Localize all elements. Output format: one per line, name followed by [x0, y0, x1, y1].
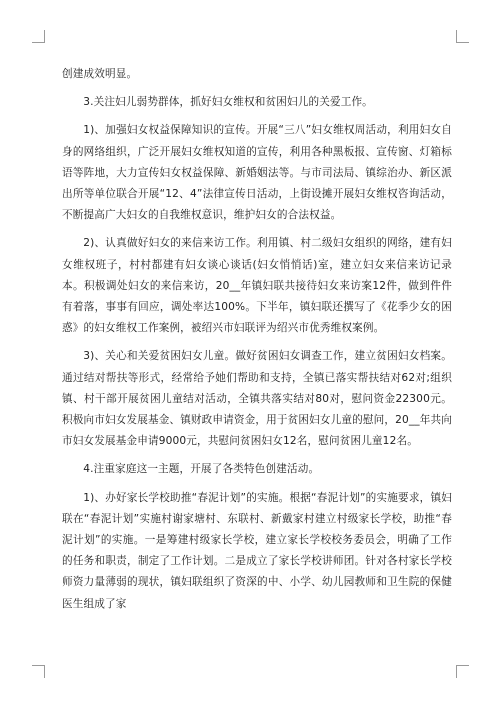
document-body — [62, 64, 452, 615]
section-heading-women-children: 3.关注妇儿弱势群体，抓好妇女维权和贫困妇儿的关爱工作。 — [83, 96, 373, 109]
crop-mark-bottom-left — [32, 665, 45, 678]
crop-mark-top-left — [32, 30, 45, 43]
paragraph-parent-school: 1)、办好家长学校助推“春泥计划”的实施。根据“春泥计划”的实施要求，镇妇联在“春泥计划”实施村谢家塘村、东联村、新戴家村建立村级家长学校，助推“春泥计划”的实施。一是筹建村级家长学校，建立家长学校校务委员会，明确了工作的任务和职责，制定了工作计划。二是成立了家长学校讲师团。针对各村家长学校师资力量薄弱的现状，镇妇联组织了资深的中、小学、幼儿园教师和卫生院的保健医生组成了家 — [62, 491, 452, 610]
paragraph-letters-visits: 2)、认真做好妇女的来信来访工作。利用镇、村二级妇女组织的网络，建有妇女维权班子，村村都建有妇女谈心谈话(妇女悄悄话)室，建立妇女来信来访记录本。积极调处妇女的来信来访，20__年镇妇联共接待妇女来访案12件，做到件件有着落，事事有回应，调处率达100%。下半年，镇妇联还撰写了《花季少女的困惑》的妇女维权工作案例，被绍兴市妇联评为绍兴市优秀维权案例。 — [62, 237, 452, 335]
crop-mark-top-right — [456, 30, 469, 43]
paragraph-poor-women-children: 3)、关心和关爱贫困妇女儿童。做好贫困妇女调查工作，建立贫困妇女档案。通过结对帮扶等形式，经常给予她们帮助和支持，全镇已落实帮扶结对62对;组织镇、村干部开展贫困儿童结对活动，全镇共落实结对80对，慰问资金22300元。积极向市妇女发展基金、镇财政申请资金，用于贫困妇女儿童的慰问，20__年共向市妇女发展基金申请9000元，共慰问贫困妇女12名，慰问贫困儿童12名。 — [62, 350, 452, 448]
paragraph-rights-publicity: 1)、加强妇女权益保障知识的宣传。开展“三八”妇女维权周活动，利用妇女自身的网络组织，广泛开展妇女维权知道的宣传，利用各种黑板报、宣传窗、灯箱标语等阵地，大力宣传妇女权益保障、新婚姻法等。与市司法局、镇综治办、新区派出所等单位联合开展“12、4”法律宣传日活动，上街设摊开展妇女维权咨询活动，不断提高广大妇女的自我维权意识，维护妇女的合法权益。 — [62, 124, 452, 222]
paragraph-continuation: 创建成效明显。 — [62, 68, 138, 80]
crop-mark-bottom-right — [456, 665, 469, 678]
section-heading-family-theme: 4.注重家庭这一主题，开展了各类特色创建活动。 — [83, 463, 320, 476]
